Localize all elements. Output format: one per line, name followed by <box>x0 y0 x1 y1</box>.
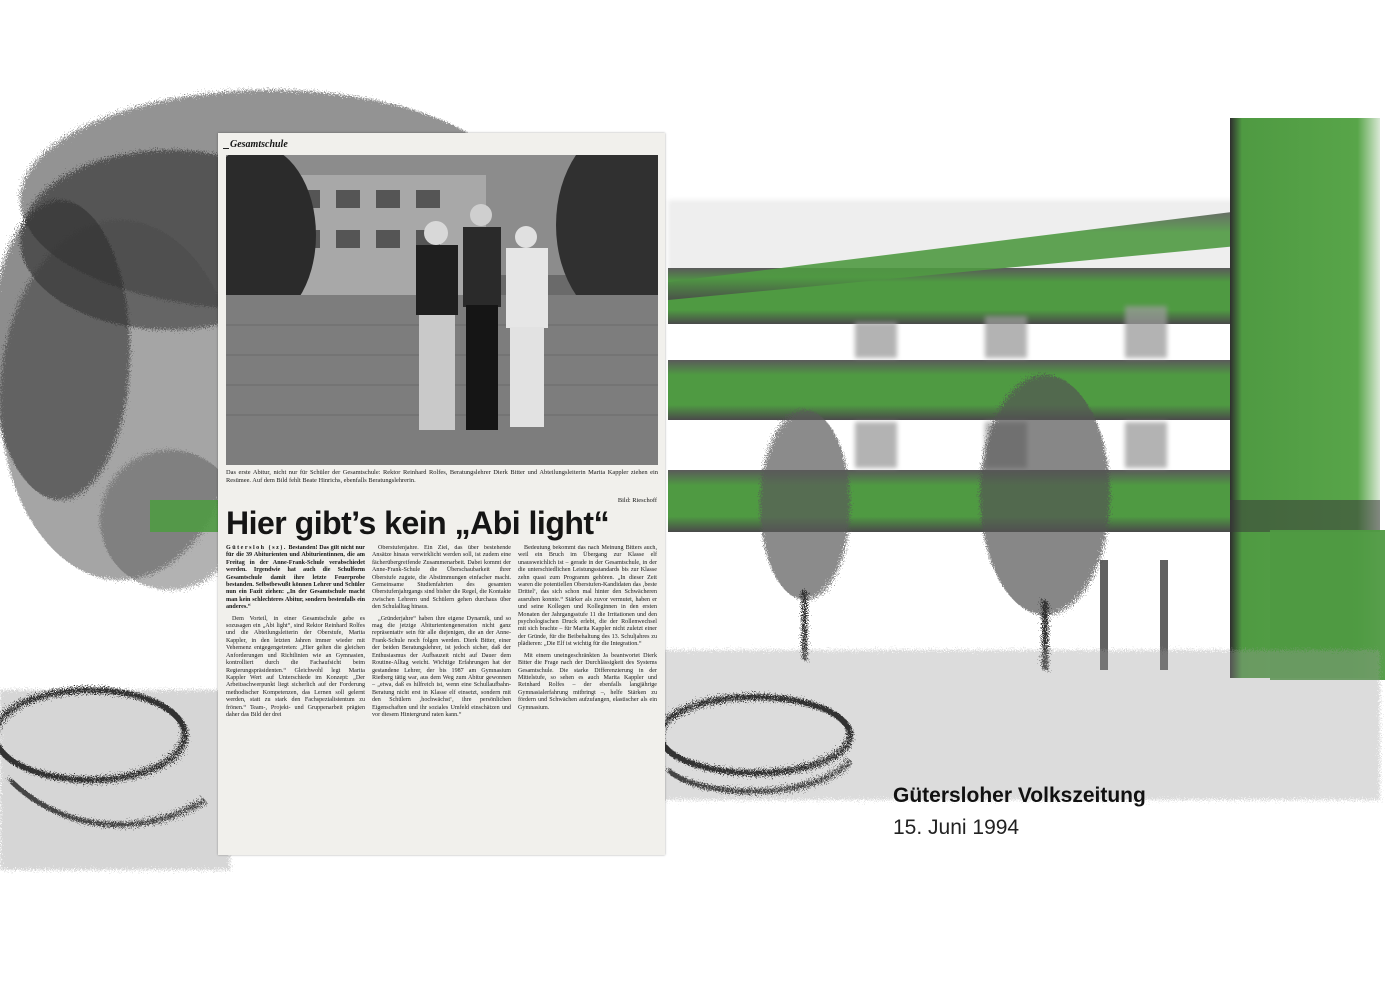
tree-small-2 <box>980 375 1110 670</box>
newspaper-photo <box>226 155 658 465</box>
article-paragraph: Oberstufenjahre. Ein Ziel, das über bestehende Ansätze hinaus verwirklicht werden soll, ist zudem eine fächerübergreifende Zusammenarbeit. Dabei kommt der Anne-Frank-Schule die Überschaubarkeit ihrer Oberstufe zugute, die Abstimmungen einfacher macht. Gemeinsame Studienfahrten des gesamten Oberstufenjahrgangs sind bisher die Regel, die Kontakte zwischen Lehrern und Schülern gehen durchaus über den Schulalltag hinaus. <box>372 545 511 611</box>
source-date: 15. Juni 1994 <box>893 816 1020 839</box>
headline: Hier gibt’s kein „Abi light“ <box>226 505 610 541</box>
article-paragraph: Mit einem uneingeschränkten Ja beantwortet Dierk Bitter die Frage nach der Durchlässigkeit des Systems Gesamtschule. Die starke Differenzierung in der Mittelstufe, so sehen es auch Marita Kappler und Reinhard Rolfes – der ebenfalls langjährige Gymnasialerfahrung mitbringt –, helfe Stärken zu fördern und Schwächen aufzufangen, elastischer als ein Gymnasium. <box>518 652 657 711</box>
dateline: Gütersloh (sz). <box>226 545 287 551</box>
tree-small-1 <box>760 410 850 660</box>
ground-shading-left <box>0 690 230 870</box>
photo-credit: Bild: Rieschoff <box>617 497 657 504</box>
newspaper-clipping <box>218 133 665 855</box>
building-band-2 <box>668 360 1248 420</box>
rubric-rule <box>223 148 229 149</box>
photo-caption: Das erste Abitur, nicht nur für Schüler der Gesamtschule: Rektor Reinhard Rolfes, Beratungslehrer Dierk Bitter und Abteilungsleiterin Marita Kappler ziehen ein Resümee. Auf dem Bild fehlt Beate Hinrichs, ebenfalls Beratungslehrerin. <box>226 469 658 484</box>
building-band-3 <box>668 470 1248 532</box>
article-column-3 <box>518 545 657 851</box>
photo-person-middle <box>463 204 501 430</box>
lead-text: Bestanden! Das gilt nicht nur für die 39 Abiturienten und Abiturientinnen, die am Freitag in der Anne-Frank-Schule verabschiedet werden. Irgendwie hat auch die Schulform Gesamtschule damit ihre letzte Feuerprobe bestanden. Selbstbewußt können Lehrer und Schüler nun ein Fazit ziehen: „In der Gesamtschule macht man kein schlechteres Abitur, sondern bestenfalls ein anderes.“ <box>226 545 365 611</box>
article-column-2 <box>372 545 511 851</box>
source-newspaper-name: Gütersloher Volkszeitung <box>893 784 1146 807</box>
article-lead <box>226 545 365 612</box>
article-paragraph: Dem Vorteil, in einer Gesamtschule gebe es sozusagen ein „Abi light“, sind Rektor Reinhard Rolfes und die Abteilungsleiterin der Oberstufe, Marita Kappler, in den letzten Jahren immer wieder mit Vehemenz entgegengetreten: „Hier gelten die gleichen Anforderungen und Richtlinien wie an Gymnasien, kontrolliert durch die Fachaufsicht beim Regierungspräsidenten.“ Gleichwohl legt Marita Kappler Wert auf Unterschiede im Konzept: „Der Arbeitsschwerpunkt liegt sicherlich auf der Forderung methodischer Kompetenzen, das Lernen soll gelernt werden, statt zu stark den Fachspezialistentum zu frönen.“ Team-, Projekt- und Gruppenarbeit prägten daher das Bild der drei <box>226 615 365 718</box>
article-paragraph: „Gründerjahre“ haben ihre eigene Dynamik, und so mag die jetzige Abiturientengeneration nicht ganz repräsentativ sein für alle diejenigen, die an der Anne-Frank-Schule noch folgen werden. Dierk Bitter, einer der beiden Beratungslehrer, ist jedoch sicher, daß der Enthusiasmus der Aufbauzeit nicht auf Dauer dem Routine-Alltag weicht. Wichtige Erfahrungen hat der gestandene Lehrer, der bis 1987 am Gymnasium Rietberg tätig war, aus dem Weg zum Abitur gewonnen – „etwa, daß es hilfreich ist, wenn eine Schullaufbahn-Beratung nicht erst in Klasse elf einsetzt, sondern mit den Schülern ‚hochwächst‘, ihre persönlichen Eigenschaften und ihr soziales Umfeld einschätzen und vor diesem Hintergrund raten kann.“ <box>372 615 511 718</box>
article-paragraph: Bedeutung bekommt das nach Meinung Bitters auch, weil ein Bruch im Übergang zur Klasse elf unausweichlich ist – gerade in der Gesamtschule, in der die unterschiedlichen Leistungsstandards bis zur Klasse zehn quasi zum Programm gehören. „In dieser Zeit waren die potentiellen Oberstufen-Kandidaten das ‚beste Drittel‘, das sich schon mal hinter den Schwächeren ausruhen konnte.“ Stärker als zuvor vermutet, haben er und seine Kollegen und Kolleginnen in den ersten Monaten der Jahrgangsstufe 11 die Irritationen und den psychologischen Druck erlebt, die der Rollenwechsel mit sich brachte – für Marita Kappler nicht zuletzt einer der Gründe, für die Beibehaltung des 13. Schuljahres zu plädieren: „Die Elf ist wichtig für die Integration.“ <box>518 545 657 648</box>
photo-person-left <box>416 221 458 430</box>
article-column-1 <box>226 545 365 851</box>
rubric-label: Gesamtschule <box>230 139 288 150</box>
photo-person-right <box>506 226 548 427</box>
ground-shading-right <box>660 650 1380 800</box>
